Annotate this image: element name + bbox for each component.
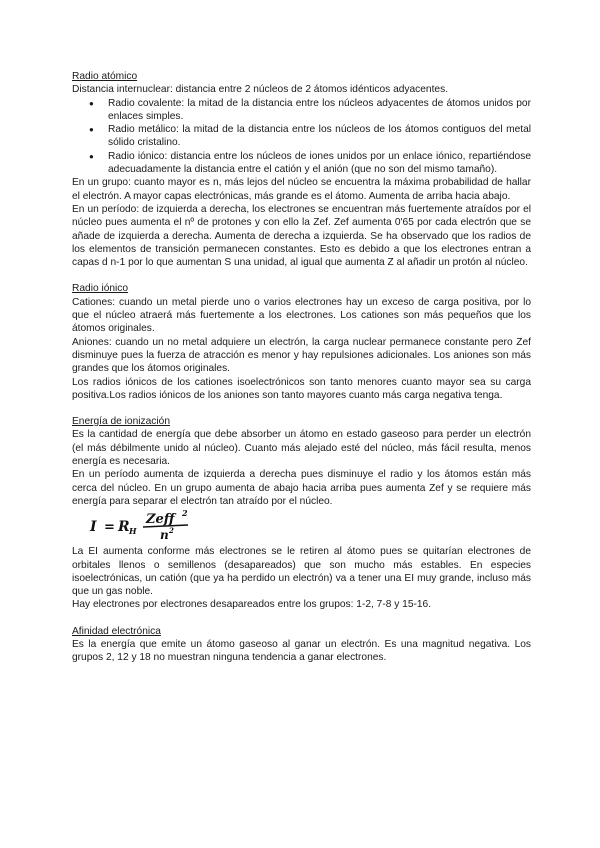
formula-denominator: n [160, 528, 169, 542]
formula-denominator-exp: 2 [169, 526, 174, 536]
formula-numerator-exp: 2 [182, 509, 188, 519]
paragraph-periodo-grupo-ei: En un período aumenta de izquierda a derecha pues disminuye el radio y los átomos están más cerca del núcleo. En un grupo aumenta de abajo hacia arriba pues aumenta Zef y se requiere más energía para separar el electrón tan atraído por el núcleo. [72, 469, 531, 507]
ionization-energy-formula [88, 509, 531, 541]
formula-constant-sub: H [129, 526, 137, 537]
paragraph-aniones: Aniones: cuando un no metal adquiere un electrón, la carga nuclear permanece constante pero Zef disminuye pues la fuerza de atracción es menor y hay repulsiones adicionales. Los aniones son más grandes que los átomos originales. [72, 336, 531, 375]
formula-numerator: Zeff [146, 512, 175, 528]
list-item-radio-metalico: ● Radio metálico: la mitad de la distancia entre los núcleos de los átomos contiguos del metal sólido cristalino. [108, 123, 531, 150]
paragraph-afinidad: Es la energía que emite un átomo gaseoso al ganar un electrón. Es una magnitud negativa. Los grupos 2, 12 y 18 no muestran ninguna tendencia a ganar electrones. [72, 638, 531, 664]
formula-svg [88, 509, 228, 541]
paragraph-cationes: Cationes: cuando un metal pierde uno o varios electrones hay un exceso de carga positiva, por lo que el núcleo atraerá más fuertemente a los electrones. Los cationes son más pequeños que los átomos originales. [72, 296, 531, 335]
paragraph-distancia-internuclear: Distancia internuclear: distancia entre 2 núcleos de 2 átomos idénticos adyacentes. [72, 84, 449, 96]
formula-lhs: I [90, 519, 97, 536]
paragraph-electrones-desapareados: Hay electrones por electrones desapareados entre los grupos: 1-2, 7-8 y 15-16. [72, 599, 432, 611]
paragraph-en-un-grupo: En un grupo: cuanto mayor es n, más lejos del núcleo se encuentra la máxima probabilidad de hallar el electrón. A mayor capas electrónicas, más grande es el átomo. Aumenta de arriba hacia abajo. [72, 177, 531, 202]
formula-equals: = [104, 520, 115, 536]
heading-radio-ionico: Radio iónico [72, 283, 129, 295]
radius-types-list [72, 97, 531, 177]
paragraph-aumento-ei: La EI aumenta conforme más electrones se le retiren al átomo pues se quitarían electrones de orbitales llenos o semillenos (desapareados) que son mucho más estables. En especies isoelectrónicas, un catión (que ya ha perdido un electrón) va a tener una EI muy grande, incluso más que un gas noble. [72, 546, 531, 598]
paragraph-en-un-periodo: En un período: de izquierda a derecha, los electrones se encuentran más fuertemente atraídos por el núcleo pues aumenta el nº de protones y con ello la Zef. Zef aumenta 0'65 por cada electrón que se añade de izquierda a derecha. Aumenta de derecha a izquierda. Se ha observado que los radios de los elementos de transición permanecen constantes. Esto es debido a que los electrones entran a capas d n-1 por lo que aumentan S una unidad, al igual que aumenta Z al añadir un protón al núcleo. [72, 203, 531, 269]
list-item-radio-covalente: ● Radio covalente: la mitad de la distancia entre los núcleos adyacentes de átomos unidos por enlaces simples. [108, 97, 531, 124]
formula-constant: R [118, 519, 130, 536]
heading-energia-ionizacion: Energía de ionización [72, 416, 170, 428]
paragraph-isoelectronicos: Los radios iónicos de los cationes isoelectrónicos son tanto menores cuanto mayor sea su carga positiva.Los radios iónicos de los aniones son tanto mayores cuanto más carga negativa tenga. [72, 376, 531, 401]
list-item-radio-ionico: ● Radio iónico: distancia entre los núcleos de iones unidos por un enlace iónico, repartiéndose adecuadamente la distancia entre el catión y el anión (que no son del mismo tamaño). [108, 150, 531, 177]
document-page [72, 70, 531, 665]
paragraph-definicion-ei: Es la cantidad de energía que debe absorber un átomo en estado gaseoso para perder un electrón (el más débilmente unido al núcleo). Cuanto más alejado esté del núcleo, más fácil resulta, menos energía es necesaria. [72, 429, 531, 468]
heading-radio-atomico: Radio atómico [72, 71, 138, 82]
heading-afinidad-electronica: Afinidad electrónica [72, 625, 161, 637]
